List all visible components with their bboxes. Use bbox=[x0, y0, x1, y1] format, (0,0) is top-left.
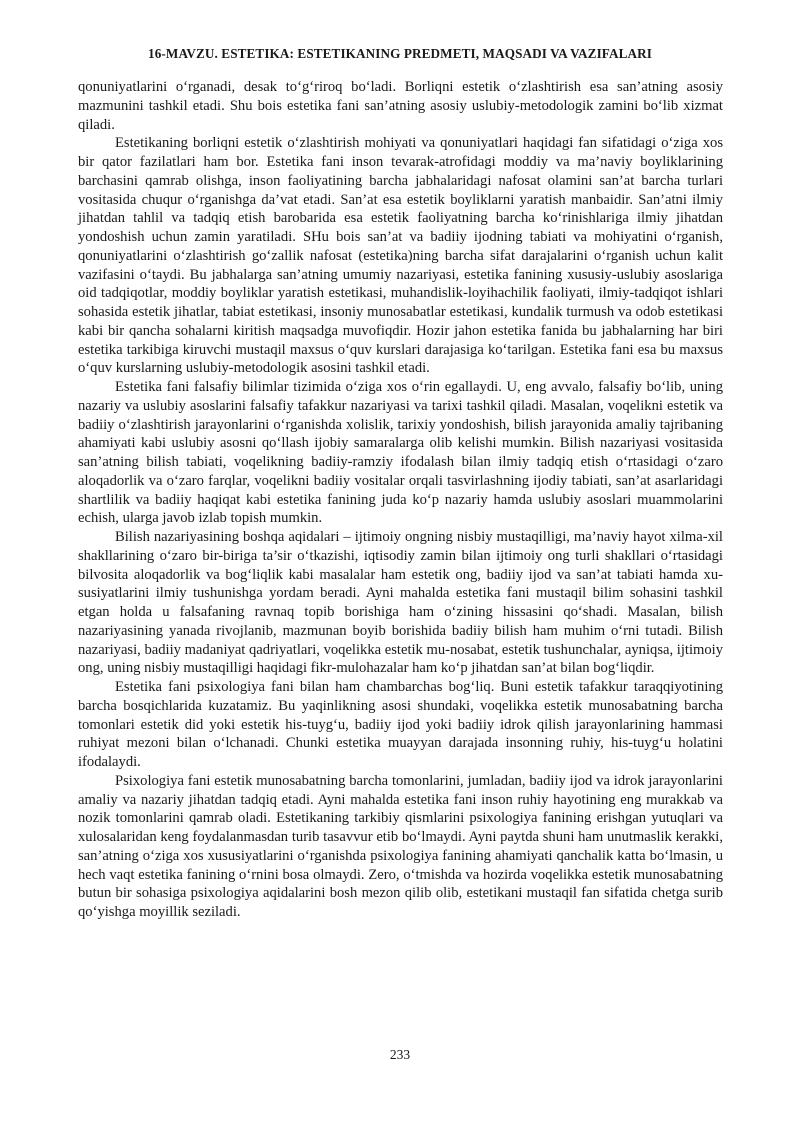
paragraph: Bilish nazariyasining boshqa aqidalari – ijtimoiy ongning nisbiy mustaqilligi, ma’naviy hayot xilma-xil shakllarining oʻzaro bir-biriga ta’sir oʻtkazishi, iqtisodiy zamin bilan ijtimoiy ong turli shakllari oʻrtasidagi bilvosita aloqadorlik va bogʻliqlik kabi masalalar ham estetik ong, badiiy ijod va san’at tabiati hamda xu-susiyatlarini ilmiy tushunishga yordam beradi. Ayni mahalda estetika fani mustaqil bilim sohasini tashkil etgan holda u falsafaning ravnaq topib borishiga ham oʻzining hissasini qoʻshadi. Masalan, bilish nazariyasining yanada rivojlanib, mazmunan boyib borishida badiiy bilish ham muhim oʻrni tutadi. Bilish nazariyasi, badiiy madaniyat qadriyatlari, voqelikka estetik mu-nosabat, estetik tushunchalar, ayniqsa, ijtimoiy ong, uning nisbiy mustaqilligi haqidagi fikr-mulohazalar ham koʻp jihatdan san’at bilan bogʻliqdir. bbox=[78, 529, 724, 677]
running-header-title: 16-MAVZU. ESTETIKA: ESTETIKANING PREDMETI, MAQSADI VA VAZIFALARI bbox=[148, 46, 652, 61]
paragraph: Estetika fani psixologiya fani bilan ham chambarchas bogʻliq. Buni estetik tafakkur taraqqiyotining barcha bosqichlarida kuzatamiz. Bu yaqinlikning asosi shundaki, voqelikka estetik munosabatning barcha tomonlari estetik did yoki estetik his-tuygʻu, badiiy ijod yoki badiiy idrok qilish jarayonlarining hammasi ruhiyat mezoni bilan oʻlchanadi. Chunki estetika muayyan darajada insonning ruhiy, his-tuygʻu holatini ifodalaydi. bbox=[78, 679, 723, 770]
paragraph: Psixologiya fani estetik munosabatning barcha tomonlarini, jumladan, badiiy ijod va idrok jarayonlarini amaliy va nazariy jihatdan tadqiq etadi. Ayni mahalda estetika fani inson ruhiy hayotining eng murakkab va nozik tomonlarini qamrab oladi. Estetikaning tarkibiy qismlarini psixologiya fanining erishgan yutuqlari va xulosalaridan keng foydalanmasdan turib tasavvur etib boʻlmaydi. Ayni paytda shuni ham unutmaslik kerakki, san’atning oʻziga xos xususiyatlarini oʻrganishda psixologiya fanining ahamiyati qanchalik katta boʻlmasin, u hech vaqt estetika fanining oʻrnini bosa olmaydi. Zero, oʻtmishda va hozirda voqelikka estetik munosabatning butun bir sohasiga psixologiya aqidalarini bosh mezon qilib olib, estetikani mustaqil fan sifatida chetga surib qoʻyishga moyillik seziladi. bbox=[78, 772, 723, 920]
body-text bbox=[78, 78, 723, 922]
paragraph: Estetikaning borliqni estetik oʻzlashtirish mohiyati va qonuniyatlari haqidagi fan sifatidagi oʻziga xos bir qator fazilatlari ham bor. Estetika fani inson tevarak-atrofidagi moddiy va ma’naviy boyliklarining barchasini qamrab olishga, inson faoliyatining barcha jabhalaridagi nafosat olamini san’at barcha turlari vositasida chuqur oʻrganishga da’vat etadi. San’at esa estetik boyliklarni yaratish manbaidir. San’atni ilmiy jihatdan tahlil va tadqiq etish barobarida esa estetik faoliyatning barcha koʻrinishlariga ilmiy jihatdan yondoshish uchun zamin yaratiladi. SHu bois san’at va badiiy ijodning tabiati va mohiyatini oʻrganish, qonuniyatlarini oʻzlashtirish goʻzallik nafosat (estetika)ning barcha sifat darajalarini oʻrganish uchun kalit vazifasini oʻtaydi. Bu jabhalarga san’atning umumiy nazariyasi, estetika fanining xususiy-uslubiy asoslariga oid tadqiqotlar, moddiy boyliklar yaratish estetikasi, muhandislik-loyihachilik faoliyati, ilmiy-tadqiqot ishlari sohasida estetik jihatlar, tabiat estetikasi, insoniy munosabatlar estetikasi, kundalik turmush va odob estetikasi kabi bir qancha sohalarni kiritish maqsadga muvofiqdir. Hozir jahon estetika fanida bu jabhalarning har biri estetika tarkibiga kiruvchi mustaqil maxsus oʻquv kurslari darajasiga koʻtarilgan. Estetika fani esa bu maxsus oʻquv kurslarning uslubiy-metodologik asosini tashkil etadi. bbox=[78, 135, 723, 377]
page-number: 233 bbox=[389, 1047, 411, 1062]
paragraph-continuation: qonuniyatlarini oʻrganadi, desak toʻgʻriroq boʻladi. Borliqni estetik oʻzlashtirish esa san’atning asosiy mazmunini tashkil etadi. Shu bois estetika fani san’atning asosiy uslubiy-metodologik zamini boʻlib xizmat qiladi. bbox=[78, 79, 723, 133]
paragraph: Estetika fani falsafiy bilimlar tizimida oʻziga xos oʻrin egallaydi. U, eng avvalo, falsafiy boʻlib, uning nazariy va uslubiy asoslarini falsafiy tafakkur nazariyasi va tarixi tashkil qiladi. Masalan, voqelikni estetik va badiiy oʻzlashtirish jarayonlarini oʻrganishda xolislik, tarixiy yondoshish, bilish jarayonida amaliy tajribaning ahamiyati kabi uslubiy asosni qoʻllash ijobiy samaralarga olib kelishi mumkin. Bilish nazariyasi vositasida san’atning bilish tabiati, voqelikning badiiy-ramziy ifodalash bilan ilmiy tadqiq etish oʻrtasidagi oʻzaro aloqadorlik va oʻzaro farqlar, voqelikni badiiy vositalar orqali tasvirlashning ijodiy tabiati, san’at asarlaridagi shartlilik va badiiy haqiqat kabi estetika fanining juda koʻp nazariy hamda uslubiy asoslari muammolarini echish, ularga javob izlab topish mumkin. bbox=[78, 379, 723, 527]
